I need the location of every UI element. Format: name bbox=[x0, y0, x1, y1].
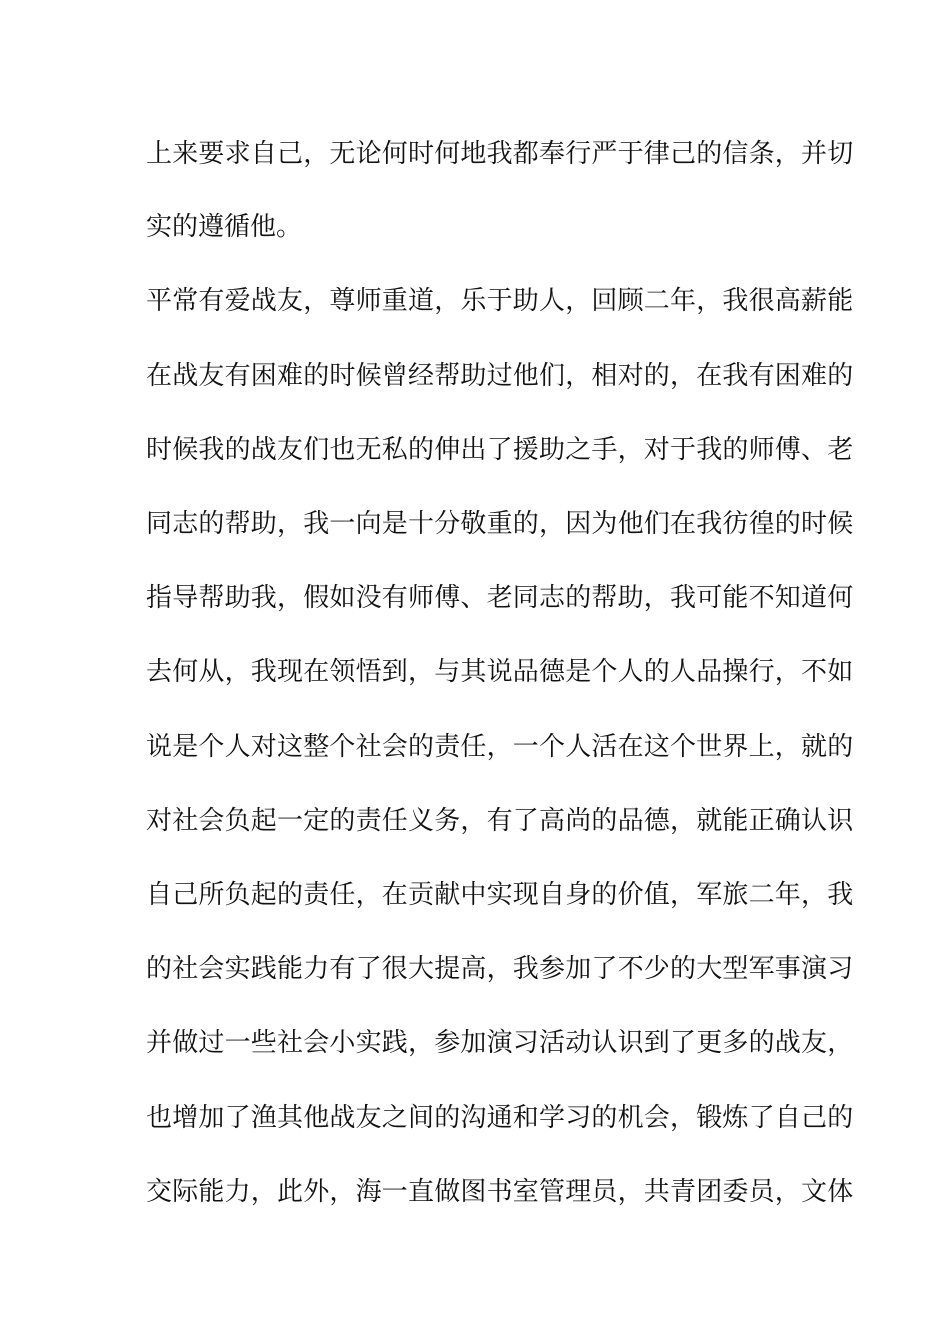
text-line: 上来要求自己，无论何时何地我都奉行严于律己的信条，并切 bbox=[146, 139, 854, 169]
text-line: 指导帮助我，假如没有师傅、老同志的帮助，我可能不知道何 bbox=[146, 583, 854, 613]
text-line: 并做过一些社会小实践，参加演习活动认识到了更多的战友， bbox=[146, 1028, 854, 1058]
text-line: 实的遵循他。 bbox=[146, 212, 303, 242]
text-line: 的社会实践能力有了很大提高，我参加了不少的大型军事演习 bbox=[146, 954, 854, 984]
text-line: 对社会负起一定的责任义务，有了高尚的品德，就能正确认识 bbox=[146, 806, 854, 836]
text-line: 说是个人对这整个社会的责任，一个人活在这个世界上，就的 bbox=[146, 732, 854, 762]
text-line: 时候我的战友们也无私的伸出了援助之手，对于我的师傅、老 bbox=[146, 435, 854, 465]
text-line: 去何从，我现在领悟到，与其说品德是个人的人品操行，不如 bbox=[146, 657, 854, 687]
text-line: 在战友有困难的时候曾经帮助过他们，相对的，在我有困难的 bbox=[146, 361, 854, 391]
text-line: 交际能力，此外，海一直做图书室管理员，共青团委员，文体 bbox=[146, 1177, 854, 1207]
text-line: 同志的帮助，我一向是十分敬重的，因为他们在我彷徨的时候 bbox=[146, 509, 854, 539]
text-line: 平常有爱战友，尊师重道，乐于助人，回顾二年，我很高薪能 bbox=[146, 286, 854, 316]
text-line: 也增加了渔其他战友之间的沟通和学习的机会，锻炼了自己的 bbox=[146, 1103, 854, 1133]
text-line: 自己所负起的责任，在贡献中实现自身的价值，军旅二年，我 bbox=[146, 880, 854, 910]
